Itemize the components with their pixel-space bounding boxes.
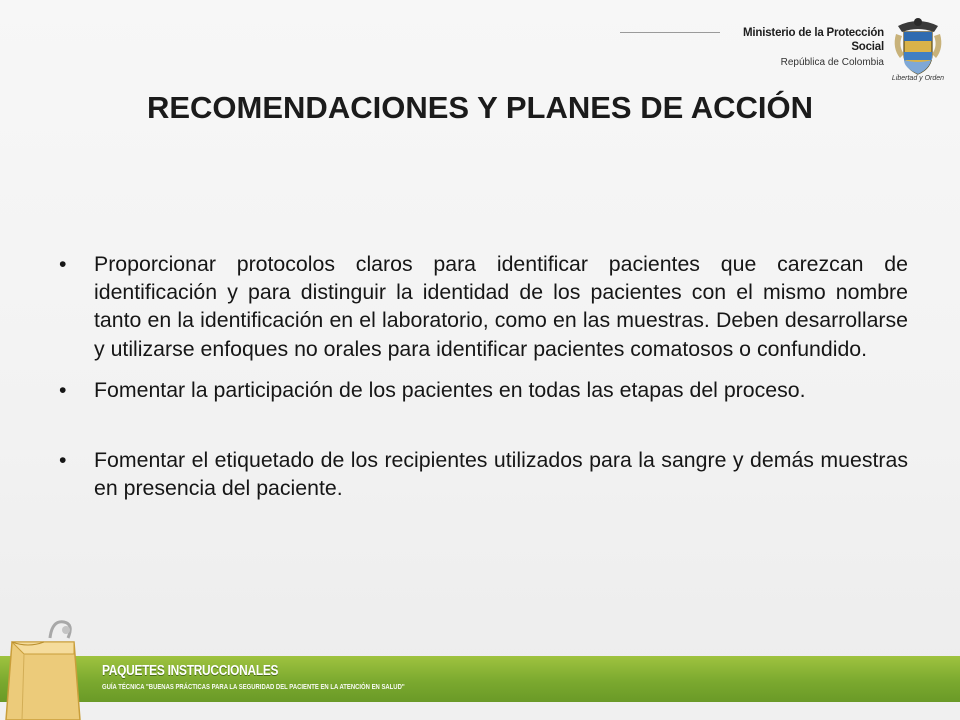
footer-title: PAQUETES INSTRUCCIONALES: [102, 663, 279, 679]
bullet-list: [58, 250, 908, 502]
footer-text: [102, 662, 522, 692]
bullet-text: Proporcionar protocolos claros para identificar pacientes que carezcan de identificación y para distinguir la identidad de los pacientes con el mismo nombre tanto en la identificación en el laboratorio, como en las muestras. Deben desarrollarse y utilizarse enfoques no orales para identificar pacientes comatosos o confundido.: [94, 252, 908, 361]
bullet-item: [58, 250, 908, 363]
bullet-item: [58, 376, 908, 404]
bullet-dot: •: [59, 252, 67, 276]
paper-bag-icon: [2, 608, 86, 720]
country-name: República de Colombia: [780, 57, 884, 68]
header-divider-line: [620, 32, 720, 33]
footer-subtitle: GUÍA TÉCNICA "BUENAS PRÁCTICAS PARA LA SEGURIDAD DEL PACIENTE EN LA ATENCIÓN EN SALUD": [102, 682, 405, 691]
bullet-text: Fomentar la participación de los pacientes en todas las etapas del proceso.: [94, 377, 806, 402]
colombia-coat-of-arms-icon: [890, 14, 946, 82]
bullet-dot: •: [59, 448, 67, 473]
bullet-item: [58, 446, 908, 502]
ministry-header: [722, 26, 884, 69]
ministry-name: Ministerio de la Protección Social: [743, 27, 884, 53]
bullet-text: Fomentar el etiquetado de los recipientes utilizados para la sangre y demás muestras en presencia del paciente.: [94, 448, 908, 501]
footer-bottom-strip: [0, 702, 960, 720]
bullet-dot: •: [59, 377, 67, 402]
seal-motto: Libertad y Orden: [891, 75, 945, 82]
slide-title: RECOMENDACIONES Y PLANES DE ACCIÓN: [146, 90, 813, 125]
